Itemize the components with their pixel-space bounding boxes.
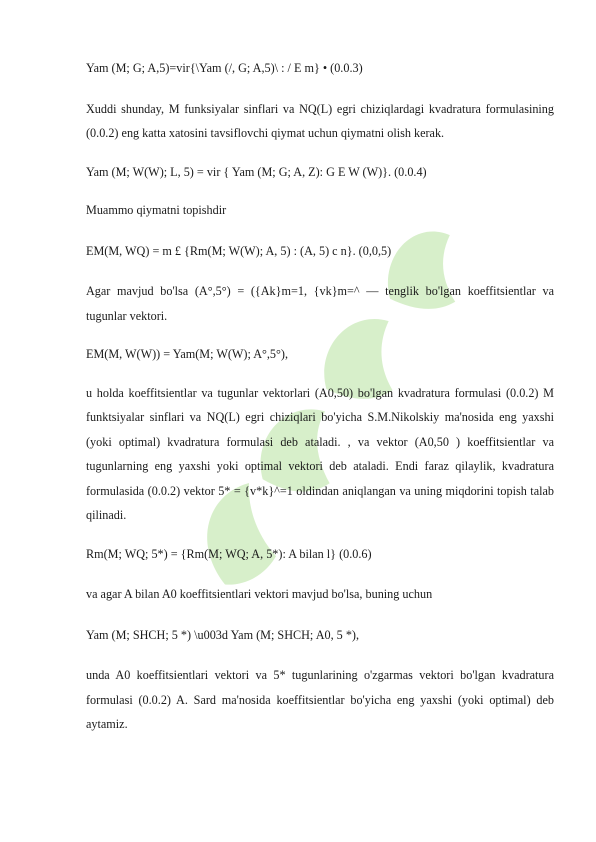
formula-line: EM(M, WQ) = m £ {Rm(M; W(W); A, 5) : (A, 5) c n}. (0,0,5) [86,243,392,258]
text-line: va agar A bilan A0 koeffitsientlari vektori mavjud bo'lsa, buning uchun [86,587,433,601]
paragraph: Agar mavjud bo'lsa (A°,5°) = ({Ak}m=1, {vk}m=^ — tenglik bo'lgan koeffitsientlar va tugunlar vektori. [86,284,554,323]
paragraph: unda A0 koeffitsientlari vektori va 5* tugunlarining o'zgarmas vektori bo'lgan kvadratura formulasi (0.0.2) A. Sard ma'nosida koeffitsientlar bo'yicha eng yaxshi (yoki optimal) deb aytamiz. [86,668,554,731]
paragraph: Xuddi shunday, M funksiyalar sinflari va NQ(L) egri chiziqlardagi kvadratura formulasining (0.0.2) eng katta xatosini tavsiflovchi qiymat uchun qiymatni olish kerak. [86,101,554,140]
formula-line: Yam (M; W(W); L, 5) = vir { Yam (M; G; A, Z): G E W (W)}. (0.0.4) [86,164,427,179]
document-body [86,56,554,737]
text-line: Muammo qiymatni topishdir [86,203,227,217]
formula-line: EM(M, W(W)) = Yam(M; W(W); A°,5°), [86,347,289,361]
paragraph: u holda koeffitsientlar va tugunlar vektorlari (A0,50) bo'lgan kvadratura formulasi (0.0.2) M funktsiyalar sinflari va NQ(L) egri chiziqlari bo'yicha S.M.Nikolskiy ma'nosida eng yaxshi (yoki optimal) kvadratura formulasi deb ataladi. , va vektor (A0,50 ) koeffitsientlar va tugunlarning eng yaxshi yoki optimal vektori deb ataladi. Endi faraz qilaylik, kvadratura formulasida (0.0.2) vektor 5* = {v*k}^=1 oldindan aniqlangan va uning miqdorini topish talab qilinadi. [86,385,554,522]
formula-line: Rm(M; WQ; 5*) = {Rm(M; WQ; A, 5*): A bilan l} (0.0.6) [86,546,372,561]
formula-line: Yam (M; G; A,5)=vir{\Yam (/, G; A,5)\ : / E m} • (0.0.3) [86,61,363,75]
formula-line: Yam (M; SHCH; 5 *) \u003d Yam (M; SHCH; A0, 5 *), [86,627,360,642]
